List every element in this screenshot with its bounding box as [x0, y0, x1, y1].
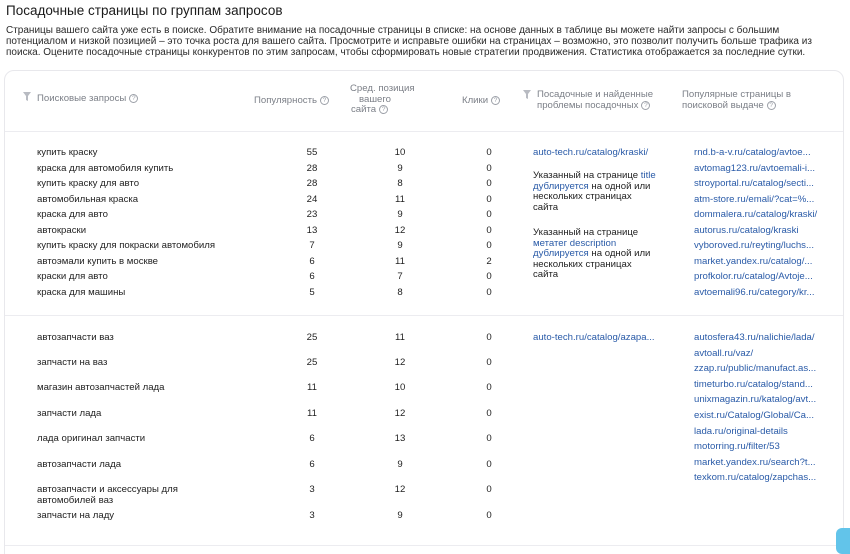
clicks-cell: 0: [486, 163, 492, 174]
header-popular-line2: поисковой выдаче: [682, 99, 764, 111]
popularity-cell: 6: [309, 271, 315, 282]
position-cell: 12: [394, 357, 406, 368]
problem-title-link[interactable]: title: [640, 170, 656, 181]
popularity-cell: 5: [309, 287, 315, 298]
position-cell: 9: [397, 510, 403, 521]
clicks-cell: 0: [486, 209, 492, 220]
popular-page-link[interactable]: dommalera.ru/catalog/kraski/: [694, 209, 818, 220]
header-position-line3: сайта: [351, 104, 377, 116]
popularity-cell: 3: [309, 510, 315, 521]
problem-duplicate-link[interactable]: дублируется: [533, 180, 589, 192]
position-cell: 11: [395, 256, 405, 267]
problem-text: Указанный на странице: [533, 227, 639, 238]
query-cell: запчасти на ваз: [37, 357, 108, 368]
header-popularity-label: Популярность: [254, 95, 317, 107]
header-queries[interactable]: [37, 94, 138, 105]
popular-page-link[interactable]: market.yandex.ru/search?t...: [694, 457, 816, 468]
position-cell: 12: [394, 408, 406, 419]
problem-duplicate-description: [533, 228, 658, 281]
popularity-cell: 28: [306, 163, 318, 174]
popularity-cell: 6: [309, 433, 315, 444]
problem-text: на одной или: [588, 248, 651, 260]
position-cell: 9: [397, 240, 403, 251]
query-cell: автомобильная краска: [37, 194, 139, 205]
landing-page-link[interactable]: auto-tech.ru/catalog/kraski/: [533, 147, 649, 158]
position-cell: 8: [397, 287, 403, 298]
clicks-cell: 0: [486, 408, 492, 419]
popularity-cell: 6: [309, 256, 315, 267]
problem-text: нескольких страницах: [533, 191, 632, 203]
clicks-cell: 0: [486, 240, 492, 251]
query-cell: запчасти лада: [37, 408, 102, 419]
problem-text: на одной или: [588, 180, 651, 192]
query-cell: краска для автомобиля купить: [37, 163, 174, 174]
popularity-cell: 11: [307, 382, 317, 393]
header-queries-label: Поисковые запросы: [37, 93, 127, 105]
popularity-cell: 6: [309, 459, 315, 470]
clicks-cell: 0: [486, 459, 492, 470]
position-cell: 11: [395, 194, 405, 205]
position-cell: 9: [397, 209, 403, 220]
query-cell: купить краску для покраски автомобиля: [37, 240, 216, 251]
group-divider: [5, 545, 843, 546]
clicks-cell: 0: [486, 287, 492, 298]
popularity-cell: 25: [306, 357, 318, 368]
popular-page-link[interactable]: market.yandex.ru/catalog/...: [694, 256, 813, 267]
help-icon[interactable]: ?: [491, 96, 500, 105]
position-cell: 10: [394, 382, 406, 393]
header-popular[interactable]: [682, 90, 822, 111]
position-cell: 12: [394, 484, 406, 495]
assistant-widget-button[interactable]: [836, 528, 850, 554]
query-cell: купить краску: [37, 147, 98, 158]
popular-page-link[interactable]: avtomag123.ru/avtoemali-i...: [694, 163, 816, 174]
clicks-cell: 0: [486, 178, 492, 189]
popular-page-link[interactable]: unixmagazin.ru/katalog/avt...: [694, 394, 817, 405]
query-cell: лада оригинал запчасти: [37, 433, 146, 444]
query-cell: автокраски: [37, 225, 87, 236]
popular-page-link[interactable]: texkom.ru/catalog/zapchas...: [694, 472, 817, 483]
problem-text: нескольких страницах: [533, 258, 632, 270]
popularity-cell: 13: [306, 225, 318, 236]
query-cell: магазин автозапчастей лада: [37, 382, 165, 393]
popularity-cell: 11: [307, 408, 317, 419]
position-cell: 9: [397, 163, 403, 174]
help-icon[interactable]: ?: [767, 101, 776, 110]
landing-pages-table: [4, 70, 844, 554]
popularity-cell: 3: [309, 484, 315, 495]
header-clicks[interactable]: [462, 96, 500, 107]
clicks-cell: 2: [486, 256, 492, 267]
popular-page-link[interactable]: avtoemali96.ru/category/kr...: [694, 287, 815, 298]
header-popular-line1: Популярные страницы в: [682, 89, 792, 100]
header-clicks-label: Клики: [462, 95, 489, 107]
query-cell: автозапчасти лада: [37, 459, 122, 470]
problem-text: сайта: [533, 269, 559, 281]
header-landing[interactable]: [537, 90, 677, 111]
clicks-cell: 0: [486, 433, 492, 444]
popular-page-link[interactable]: avtoall.ru/vaz/: [694, 348, 754, 359]
position-cell: 12: [394, 225, 406, 236]
header-landing-line2: проблемы посадочных: [537, 99, 639, 111]
problem-duplicate-title: [533, 171, 658, 213]
clicks-cell: 0: [486, 357, 492, 368]
page-title: Посадочные страницы по группам запросов: [6, 3, 283, 18]
position-cell: 7: [397, 271, 403, 282]
filter-icon[interactable]: [523, 90, 531, 99]
query-cell: краски для авто: [37, 271, 108, 282]
popularity-cell: 23: [306, 209, 318, 220]
popular-page-link[interactable]: lada.ru/original-details: [694, 426, 788, 437]
clicks-cell: 0: [486, 271, 492, 282]
header-popularity[interactable]: [254, 96, 329, 107]
landing-page-link[interactable]: auto-tech.ru/catalog/azapa...: [533, 332, 655, 343]
header-position[interactable]: [350, 84, 420, 116]
popularity-cell: 25: [306, 332, 318, 343]
popularity-cell: 28: [306, 178, 318, 189]
position-cell: 10: [394, 147, 406, 158]
help-icon[interactable]: ?: [129, 94, 138, 103]
query-cell: автоэмали купить в москве: [37, 256, 159, 267]
popularity-cell: 7: [309, 240, 315, 251]
popular-page-link[interactable]: zzap.ru/public/manufact.as...: [694, 363, 817, 374]
position-cell: 9: [397, 459, 403, 470]
header-divider: [5, 131, 843, 132]
popular-page-link[interactable]: profkolor.ru/catalog/Avtoje...: [694, 271, 813, 282]
position-cell: 11: [395, 332, 405, 343]
popularity-cell: 24: [306, 194, 318, 205]
popular-page-link[interactable]: motorring.ru/filter/53: [694, 441, 780, 452]
intro-text: Страницы вашего сайта уже есть в поиске. Обратите внимание на посадочные страницы в списке: на основе данных в таблице вы можете найти запросы с большим потенциалом и низкой позицией – это точка роста для вашего сайта. Просмотрите и исправьте ошибки на страницах – возможно, это позволит получить больше трафика из поиска. Оцените посадочные страницы конкурентов по этим запросам, чтобы сформировать новые стратегии продвижения. Статистика отображается за последние сутки.: [6, 25, 812, 59]
query-cell: запчасти на ладу: [37, 510, 115, 521]
clicks-cell: 0: [486, 194, 492, 205]
popular-page-link[interactable]: stroyportal.ru/catalog/secti...: [694, 178, 814, 189]
header-position-line2: вашего: [359, 93, 391, 105]
popular-page-link[interactable]: autorus.ru/catalog/kraski: [694, 225, 799, 236]
query-cell-line2: автомобилей ваз: [37, 495, 114, 506]
popular-page-link[interactable]: exist.ru/Catalog/Global/Ca...: [694, 410, 814, 421]
popular-page-link[interactable]: vyboroved.ru/reyting/luchs...: [694, 240, 814, 251]
query-cell: краска для машины: [37, 287, 126, 298]
help-icon[interactable]: ?: [320, 96, 329, 105]
header-position-line1: Сред. позиция: [350, 83, 415, 94]
clicks-cell: 0: [486, 332, 492, 343]
clicks-cell: 0: [486, 382, 492, 393]
query-cell: купить краску для авто: [37, 178, 140, 189]
problem-description-link[interactable]: метатег description: [533, 237, 617, 249]
help-icon[interactable]: ?: [379, 105, 388, 114]
popular-page-link[interactable]: timeturbo.ru/catalog/stand...: [694, 379, 813, 390]
problem-duplicate-link[interactable]: дублируется: [533, 248, 589, 260]
popular-page-link[interactable]: atm-store.ru/emali/?cat=%...: [694, 194, 815, 205]
clicks-cell: 0: [486, 147, 492, 158]
filter-icon[interactable]: [23, 92, 31, 101]
help-icon[interactable]: ?: [641, 101, 650, 110]
clicks-cell: 0: [486, 225, 492, 236]
position-cell: 13: [394, 433, 406, 444]
clicks-cell: 0: [486, 484, 492, 495]
popular-page-link[interactable]: rnd.b-a-v.ru/catalog/avtoe...: [694, 147, 811, 158]
position-cell: 8: [397, 178, 403, 189]
popularity-cell: 55: [306, 147, 318, 158]
query-cell-line1: автозапчасти и аксессуары для: [37, 484, 178, 495]
query-cell: краска для авто: [37, 209, 108, 220]
group-divider: [5, 315, 843, 316]
problem-text: Указанный на странице: [533, 170, 641, 181]
header-landing-line1: Посадочные и найденные: [537, 89, 654, 100]
clicks-cell: 0: [486, 510, 492, 521]
query-cell: автозапчасти ваз: [37, 332, 114, 343]
problem-text: сайта: [533, 201, 559, 213]
popular-page-link[interactable]: autosfera43.ru/nalichie/lada/: [694, 332, 815, 343]
